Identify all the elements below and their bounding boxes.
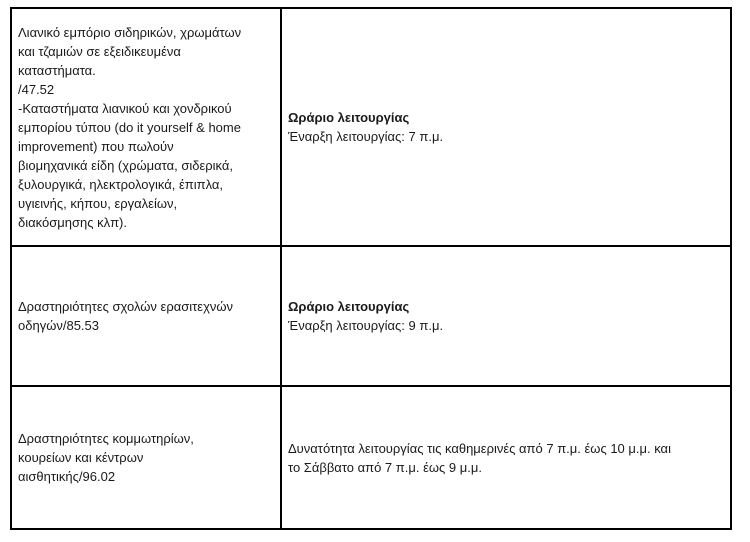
- activity-line: κουρείων και κέντρων: [18, 450, 144, 465]
- activity-line: οδηγών/85.53: [18, 318, 99, 333]
- activity-cell: [11, 386, 281, 529]
- activity-line: αισθητικής/96.02: [18, 469, 116, 484]
- activity-line: Δραστηριότητες σχολών ερασιτεχνών: [18, 299, 234, 314]
- hours-heading: Ωράριο λειτουργίας: [288, 299, 410, 314]
- activity-line: improvement) που πωλούν: [18, 138, 174, 154]
- activity-line: υγιεινής, κήπου, εργαλείων,: [18, 195, 178, 211]
- hours-line: Έναρξη λειτουργίας: 9 π.μ.: [288, 318, 444, 333]
- hours-cell: [281, 8, 731, 246]
- hours-cell: [281, 246, 731, 386]
- activity-code: /47.52: [18, 81, 55, 97]
- activity-line: Δραστηριότητες κομμωτηρίων,: [18, 431, 194, 446]
- activity-cell: [11, 8, 281, 246]
- hours-line: Δυνατότητα λειτουργίας τις καθημερινές από 7 π.μ. έως 10 μ.μ. και: [288, 440, 671, 456]
- hours-heading: Ωράριο λειτουργίας: [288, 110, 410, 125]
- hours-line: Έναρξη λειτουργίας: 7 π.μ.: [288, 129, 444, 144]
- hours-cell: [281, 386, 731, 529]
- opening-hours-table: [10, 7, 732, 530]
- activity-line: -Καταστήματα λιανικού και χονδρικού: [18, 100, 232, 116]
- activity-line: Λιανικό εμπόριο σιδηρικών, χρωμάτων: [18, 24, 242, 40]
- activity-line: και τζαμιών σε εξειδικευμένα: [18, 43, 181, 59]
- table-row: [11, 246, 731, 386]
- activity-line: καταστήματα.: [18, 62, 96, 78]
- table-row: [11, 386, 731, 529]
- activity-line: ξυλουργικά, ηλεκτρολογικά, έπιπλα,: [18, 176, 224, 192]
- table-row: [11, 8, 731, 246]
- hours-line: το Σάββατο από 7 π.μ. έως 9 μ.μ.: [288, 459, 482, 475]
- activity-line: εμπορίου τύπου (do it yourself & home: [18, 119, 241, 135]
- activity-line: διακόσμησης κλπ).: [18, 214, 127, 230]
- activity-cell: [11, 246, 281, 386]
- activity-line: βιομηχανικά είδη (χρώματα, σιδερικά,: [18, 157, 234, 173]
